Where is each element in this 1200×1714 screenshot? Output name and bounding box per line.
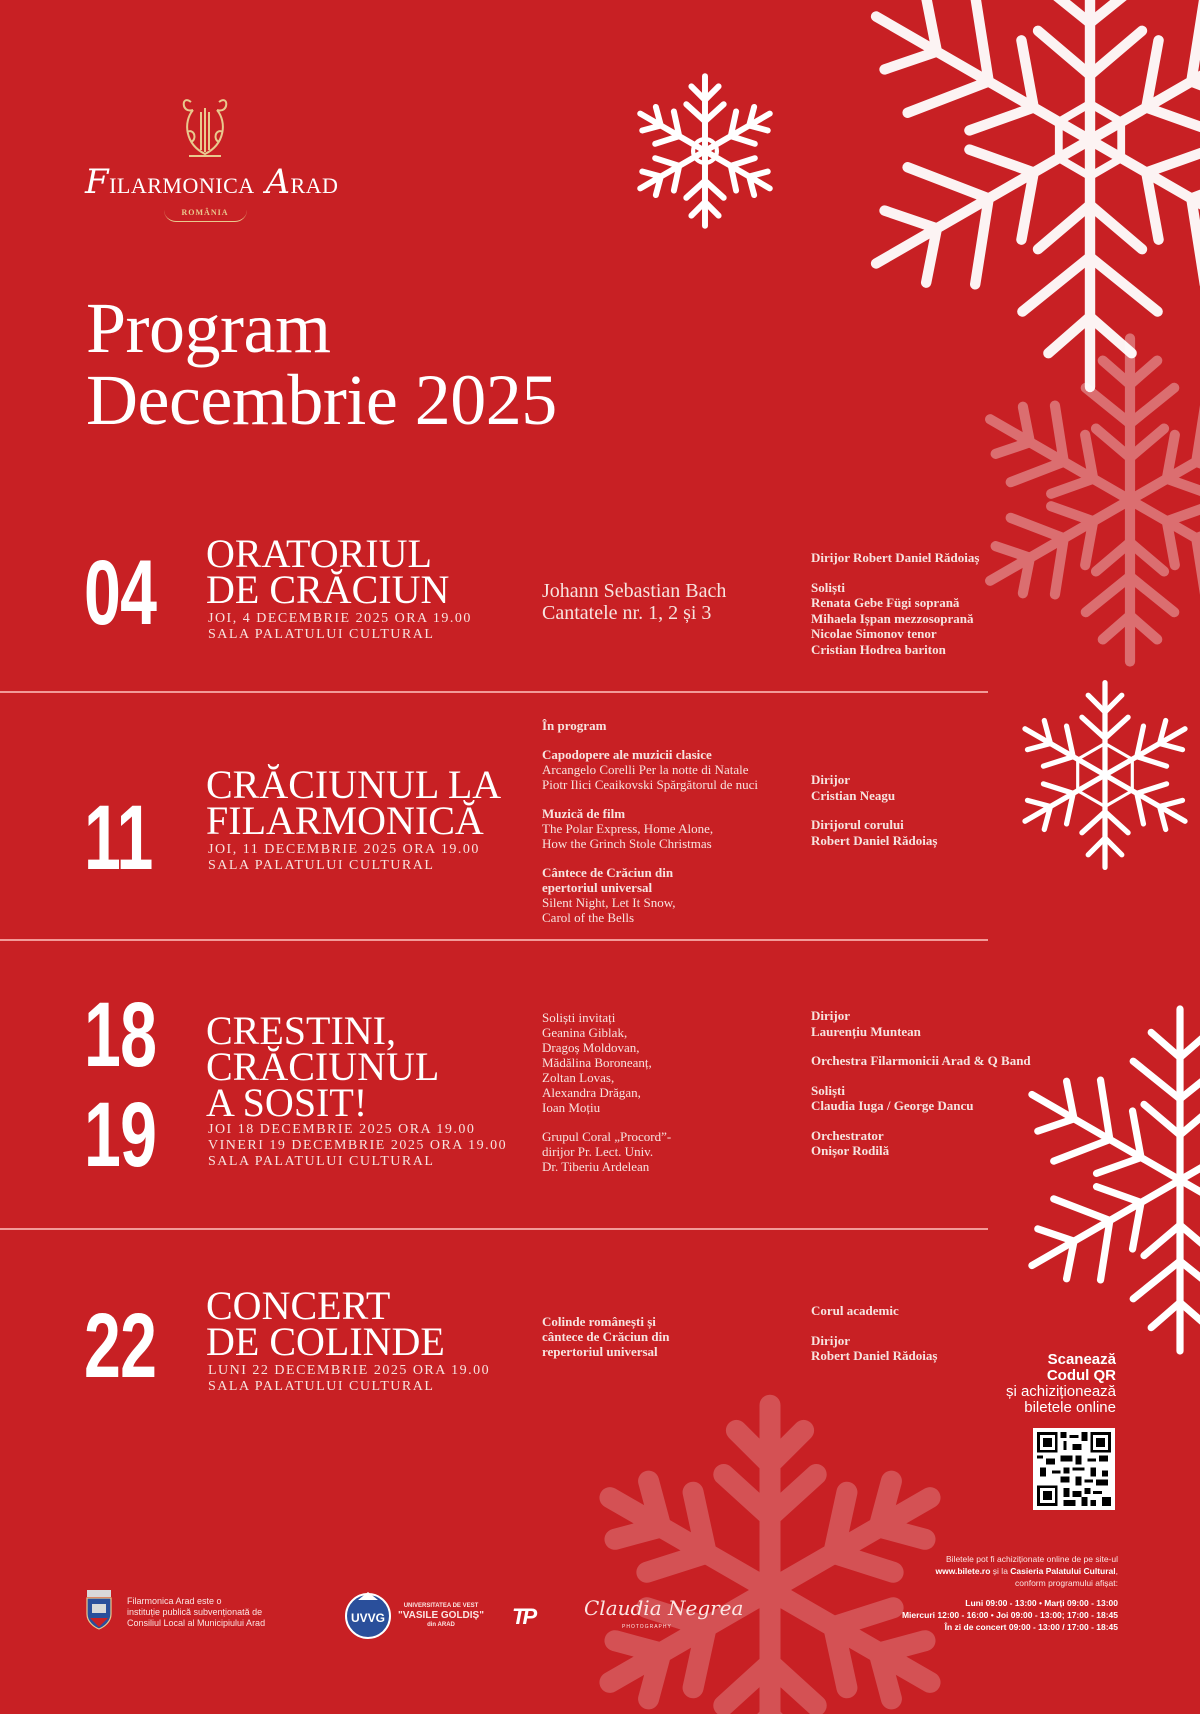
event-artists: Dirijor Laurențiu Muntean Orchestra Filarmonicii Arad & Q Band Soliști Claudia Iuga / George Dancu Orchestrator Onișor Rodilă — [811, 1008, 1031, 1158]
ticket-qr-code[interactable] — [1033, 1428, 1115, 1510]
event-day: 22 — [84, 1295, 157, 1397]
event-program: În program Capodopere ale muzicii clasice Arcangelo Corelli Per la notte di Natale Piotr Ilici Ceaikovski Spărgătorul de nuci Muzică de film The Polar Express, Home Alone, How the Grinch Stole Christmas Cântece de Crăciun din epertoriul universal Silent Night, Let It Snow, Carol of the Bells — [542, 718, 759, 925]
section-divider — [0, 691, 988, 693]
lyre-emblem-icon — [177, 92, 233, 160]
page-title: Program Decembrie 2025 — [86, 288, 557, 440]
event-day: 11 — [84, 787, 153, 889]
box-office-hours: Luni 09:00 - 13:00 • Marți 09:00 - 13:00 Miercuri 12:00 - 16:00 • Joi 09:00 - 13:00; 17:00 - 18:45 În zi de concert 09:00 - 13:00 / 17:00 - 18:45 — [901, 1598, 1118, 1632]
footer-partners — [82, 1588, 782, 1644]
uvvg-logo-icon — [344, 1588, 392, 1640]
snowflake-icon — [620, 66, 790, 236]
arad-coat-of-arms-icon — [84, 1590, 114, 1630]
section-divider — [0, 1228, 988, 1230]
ticket-site-link[interactable]: www.bilete.ro — [935, 1566, 991, 1576]
event-program: Soliști invitați Geanina Giblak, Dragoș Moldovan, Mădălina Boroneanț, Zoltan Lovas, Alexandra Drăgan, Ioan Moțiu Grupul Coral „Procord”- dirijor Pr. Lect. Univ. Dr. Tiberiu Ardelean — [542, 1010, 672, 1174]
section-divider — [0, 939, 988, 941]
university-name: UNIVERSITATEA DE VEST "VASILE GOLDIȘ" din ARAD — [398, 1603, 484, 1628]
event-day: 04 — [84, 542, 157, 644]
event-program: Colinde românești și cântece de Crăciun din repertoriul universal — [542, 1314, 670, 1359]
event-datetime: JOI 18 DECEMBRIE 2025 ORA 19.00 VINERI 19 DECEMBRIE 2025 ORA 19.00 SALA PALATULUI CULTURAL — [208, 1122, 508, 1169]
snowflake-icon — [1000, 670, 1200, 880]
logo-wordmark: FILARMONICA ARAD — [85, 162, 339, 202]
photographer-signature: Claudia Negrea — [584, 1596, 744, 1620]
event-datetime: LUNI 22 DECEMBRIE 2025 ORA 19.00 SALA PALATULUI CULTURAL — [208, 1363, 491, 1394]
event-datetime: JOI, 4 DECEMBRIE 2025 ORA 19.00 SALA PALATULUI CULTURAL — [208, 611, 472, 642]
event-artists: Corul academic Dirijor Robert Daniel Rădoiaș — [811, 1303, 938, 1363]
ticket-info: Biletele pot fi achiziționate online de pe site-ul www.bilete.ro și la Casieria Palatului Cultural, conform programului afișat: Luni 09:00 - 13:00 • Marți 09:00 - 13:00 Miercuri 12:00 - 16:00 • Joi 09:00 - 13:00; 17:00 - 18:45 În zi de concert 09:00 - 13:00 / 17:00 - 18:45 — [758, 1553, 1118, 1633]
event-title: CRĂCIUNUL LA FILARMONICĂ — [206, 762, 502, 843]
filarmonica-arad-logo — [85, 92, 339, 217]
photographer-label: PHOTOGRAPHY — [622, 1624, 672, 1630]
event-days: 18 19 — [84, 984, 157, 1186]
event-artists: Dirijor Cristian Neagu Dirijorul corului Robert Daniel Rădoiaș — [811, 772, 938, 848]
snowflake-icon — [830, 0, 1200, 400]
institution-note: Filarmonica Arad este o instituție publică subvenționată de Consiliul Local al Municipiului Arad — [127, 1596, 266, 1628]
event-artists: Dirijor Robert Daniel Rădoiaș Soliști Renata Gebe Fügi soprană Mihaela Ișpan mezzosoprană Nicolae Simonov tenor Cristian Hodrea bariton — [811, 550, 980, 657]
event-title: CRESTINI, CRĂCIUNUL A SOSIT! — [206, 1008, 440, 1125]
logo-country: ROMÂNIA — [181, 208, 229, 217]
event-datetime: JOI, 11 DECEMBRIE 2025 ORA 19.00 SALA PALATULUI CULTURAL — [208, 842, 480, 873]
event-program: Johann Sebastian Bach Cantatele nr. 1, 2 și 3 — [542, 580, 727, 624]
svg-text:UVVG: UVVG — [350, 1611, 386, 1625]
event-title: ORATORIUL DE CRĂCIUN — [206, 531, 450, 612]
snowflake-icon — [960, 330, 1200, 670]
snowflake-icon — [560, 1380, 980, 1714]
qr-callout: Scanează Codul QR și achiziționează biletele online — [1005, 1351, 1116, 1416]
event-title: CONCERT DE COLINDE — [206, 1283, 445, 1364]
tp-sponsor-logo: TP — [512, 1604, 535, 1629]
